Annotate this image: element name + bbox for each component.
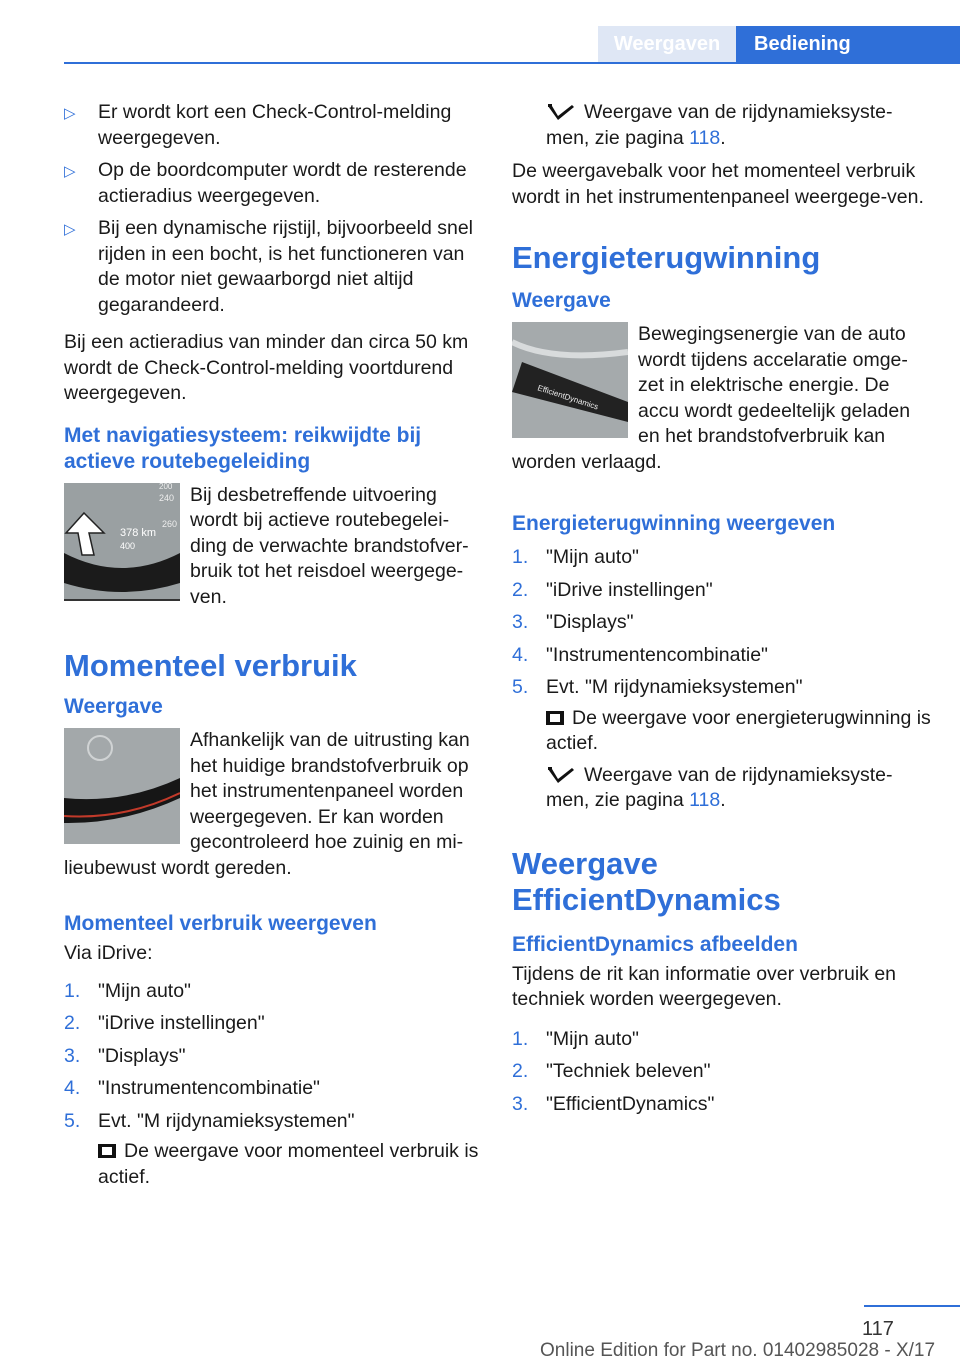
- list-item: 2. "iDrive instellingen": [64, 1012, 265, 1034]
- list-item: 1. "Mijn auto": [64, 979, 191, 1002]
- footer-rule: [864, 1305, 960, 1307]
- mom-text: Afhankelijk van de uitrusting kan het huidige brandstofverbruik op het instrumentenpaneel worden weergegeven. Er kan worden gecontroleerd hoe zuinig en mi-lieubewust wordt gereden.: [64, 729, 470, 879]
- subheading-weergave-right: Weergave: [512, 289, 611, 312]
- list-item: 2. "Techniek beleven": [512, 1060, 711, 1082]
- energy-gauge-image: [512, 322, 628, 438]
- list-item: 3. "EfficientDynamics": [512, 1092, 715, 1115]
- header-tab-bediening[interactable]: Bediening: [736, 26, 960, 62]
- list-item: 5. Evt. "M rijdynamieksystemen": [64, 1109, 355, 1132]
- step5-sub-1: De weergave voor energieterugwinning is actief.: [546, 706, 931, 754]
- display-box-icon: [546, 711, 564, 725]
- subheading-efficientdynamics: EfficientDynamics afbeelden: [512, 932, 798, 956]
- list-item: 1. "Mijn auto": [512, 546, 639, 568]
- list-item: 3. "Displays": [512, 611, 634, 633]
- footer-edition: Online Edition for Part no. 01402985028 - X/17: [540, 1340, 936, 1361]
- list-item: 1. "Mijn auto": [512, 1027, 639, 1050]
- via-idrive: Via iDrive:: [64, 942, 153, 964]
- left-column: [64, 100, 480, 1198]
- svg-text:EfficientDynamics: EfficientDynamics: [536, 383, 600, 412]
- top-sub: Weergave van de rijdynamieksyste-men, zie pagina 118.: [546, 101, 893, 149]
- section-heading-efficientdynamics: Weergave EfficientDynamics: [512, 845, 781, 917]
- consumption-gauge-image: [64, 728, 180, 844]
- section-heading-momenteel-verbruik: Momenteel verbruik: [64, 648, 357, 683]
- triangle-bullet-icon: ▷: [64, 221, 76, 238]
- list-item: 2. "iDrive instellingen": [512, 578, 713, 601]
- bullet-item: ▷ Bij een dynamische rijstijl, bijvoorbeeld snel rijden in een bocht, is het functioneren van de motor niet gewaarborgd niet altijd gegarandeerd.: [64, 217, 474, 316]
- svg-text:378 km: 378 km: [120, 526, 157, 539]
- energy-block: [512, 322, 932, 475]
- nav-heading: Met navigatiesysteem: reikwijdte bij actieve routebegeleiding: [64, 423, 422, 473]
- energy-text: Bewegingsenergie van de auto wordt tijdens accelaratie omge-zet in elektrische energie. De accu wordt gedeeltelijk geladen en het brandstofverbruik kan worden verlaagd.: [512, 323, 911, 473]
- svg-text:200: 200: [159, 482, 173, 491]
- range-paragraph: Bij een actieradius van minder dan circa 50 km wordt de Check-Control-melding voortdurend weergegeven.: [64, 331, 469, 404]
- triangle-bullet-icon: ▷: [64, 105, 76, 122]
- dynamics-check-icon: [546, 103, 576, 121]
- list-item: 3. "Displays": [64, 1044, 186, 1067]
- section-heading-energieterugwinning: Energieterugwinning: [512, 240, 821, 275]
- mom-block: [64, 728, 480, 881]
- triangle-bullet-icon: ▷: [64, 163, 76, 180]
- dynamics-check-icon: [546, 766, 576, 784]
- svg-text:240: 240: [159, 492, 175, 503]
- page-link[interactable]: 118: [689, 126, 721, 149]
- bullet-item: ▷ Op de boordcomputer wordt de resterende actieradius weergegeven.: [64, 159, 467, 207]
- subheading-energy-show: Energieterugwinning weergeven: [512, 512, 836, 535]
- svg-text:400: 400: [120, 540, 136, 551]
- right-column: [512, 100, 932, 1124]
- top-paragraph: De weergavebalk voor het momenteel verbruik wordt in het instrumentenpaneel weergege-ven.: [512, 160, 924, 208]
- nav-text: Bij desbetreffende uitvoering wordt bij actieve routebegelei-ding de verwachte brandstofver-bruik tot het reisdoel weergege-ven.: [190, 483, 469, 608]
- svg-text:260: 260: [162, 518, 178, 529]
- list-item: 4. "Instrumentencombinatie": [512, 643, 768, 666]
- display-box-icon: [98, 1144, 116, 1158]
- header-rule: [64, 62, 960, 64]
- bullet-item: ▷ Er wordt kort een Check-Control-melding weergegeven.: [64, 101, 452, 149]
- nav-block: [64, 483, 480, 611]
- list-item: 4. "Instrumentencombinatie": [64, 1077, 320, 1099]
- page-number: 117: [862, 1318, 894, 1340]
- step5-sub: De weergave voor momenteel verbruik is actief.: [98, 1140, 479, 1188]
- list-item: 5. Evt. "M rijdynamieksystemen": [512, 676, 803, 698]
- header-tab-weergaven[interactable]: Weergaven: [598, 26, 736, 62]
- page-link[interactable]: 118: [689, 789, 721, 811]
- nav-gauge-image: [64, 483, 180, 601]
- eff-text: Tijdens de rit kan informatie over verbruik en techniek worden weergegeven.: [512, 962, 897, 1010]
- subheading-weergave: Weergave: [64, 695, 163, 718]
- subheading-mom-show: Momenteel verbruik weergeven: [64, 912, 377, 935]
- step5-sub-2: Weergave van de rijdynamieksyste-men, zie pagina 118.: [546, 763, 893, 811]
